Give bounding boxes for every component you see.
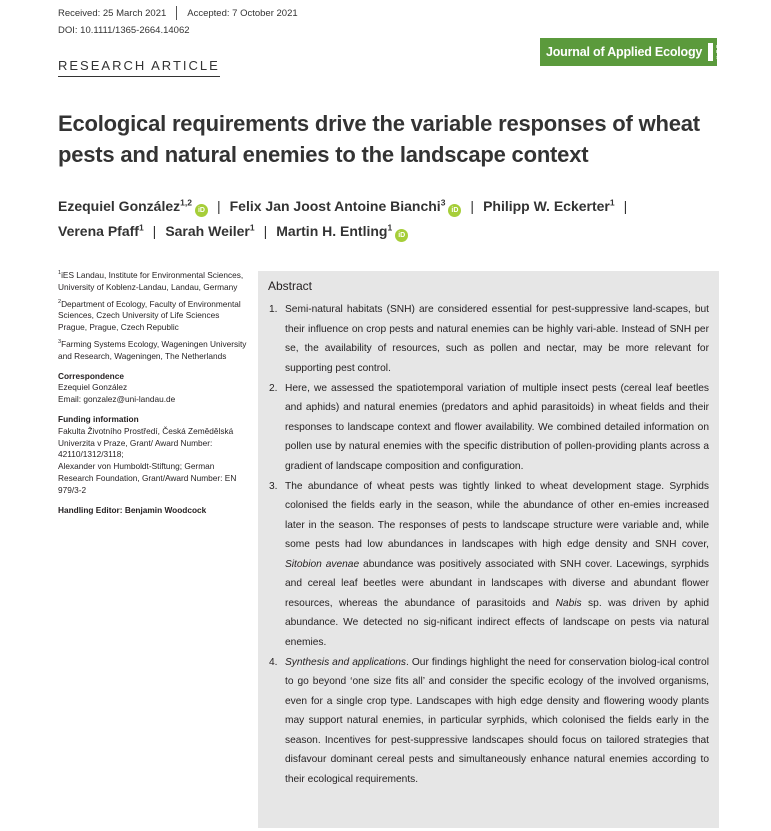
abstract-item: 2. Here, we assessed the spatiotemporal variation of multiple insect pests (cereal leaf beetles and aphids) and natural enemies (predators and aphid parasitoids) in wheat fields and their responses to landscape context and flower availability. We combined detailed information on pollen use by natural enemies with the specific distribution of pollen-providing plants across a gradient of landscape composition and configuration. (269, 382, 709, 472)
correspondence-email[interactable]: Email: gonzalez@uni-landau.de (58, 394, 176, 405)
orcid-icon[interactable]: iD (395, 229, 408, 242)
funding-heading: Funding information (58, 413, 139, 424)
accepted-date: Accepted: 7 October 2021 (187, 7, 298, 19)
date-divider (176, 6, 177, 20)
abstract-item: 4. Synthesis and applications. Our findings highlight the need for conservation biolog-ical control to go beyond ‘one size fits all’ and consider the specific ecology of the involved organisms, even for a single crop type. Landscapes with high edge density and flowering woody plants may support natural enemies, in particular syrphids, which colonised the fields early in the season. Incentives for pest-suppressive landscapes should focus on tailored strategies that disfavour dominant cereal pests and simultaneously enhance natural enemies according to their ecological requirements. (269, 656, 709, 785)
abstract-item: 3. The abundance of wheat pests was tightly linked to wheat development stage. Syrphids colonised the fields early in the season, while the abundance of other en-emies increased later in the season. The responses of pests to landscape structure were variable and, while some pests had low abundances in landscapes with high edge density and SNH cover, Sitobion avenae abundance was positively associated with SNH cover. Lacewings, syrphids and cereal leaf beetles were abundant in landscapes with diverse and abundant flower resources, whereas the abundance of parasitoids and Nabis sp. was driven by aphid abundance. We detected no sig-nificant indirect effects of landscape on pests via natural enemies. (269, 480, 709, 648)
journal-badge[interactable] (540, 38, 747, 66)
author[interactable]: Philipp W. Eckerter$^1$ (483, 197, 615, 214)
author[interactable]: Felix Jan Joost Antoine Bianchi$^3$ (229, 197, 446, 214)
bes-logo-text: BRITISH ECOLOGICAL SOCIETY (716, 43, 747, 60)
doi[interactable]: DOI: 10.1111/1365-2664.14062 (58, 25, 190, 36)
affiliation: $^2$Department of Ecology, Faculty of Environmental Sciences, Czech University of Life Sciences Prague, Prague, Czech Republic (58, 298, 241, 333)
article-sidebar (58, 270, 248, 516)
author-list: Ezequiel González$^{1,2}$iD | Felix Jan Joost Antoine Bianchi$^3$iD | Philipp W. Eckerter$^1$ | Verena Pfaff$^1$ | Sarah Weiler$^1$ | Martin H. Entling$^1$iD (58, 194, 748, 244)
author[interactable]: Ezequiel González$^{1,2}$ (58, 197, 192, 214)
correspondence-heading: Correspondence (58, 370, 124, 381)
article-title: Ecological requirements drive the variable responses of wheat pests and natural enemies to the landscape context (58, 111, 700, 167)
funding-line: Alexander von Humboldt-Stiftung; German Research Foundation, Grant/Award Number: EN 979/3-2 (58, 461, 237, 495)
affiliation: $^1$iES Landau, Institute for Environmental Sciences, University of Koblenz-Landau, Landau, Germany (58, 270, 244, 292)
article-type: RESEARCH ARTICLE (58, 58, 220, 77)
abstract-box (258, 271, 719, 828)
abstract-item: 1. Semi-natural habitats (SNH) are considered essential for pest-suppressive land-scapes, but their influence on crop pests and natural enemies can be highly vari-able. Instead of SNH per se, the availability of resources, such as pollen and nectar, may be more relevant for supporting pest control. (269, 304, 709, 374)
bes-logo (708, 43, 746, 61)
funding-line: Fakulta Životního Prostředí, Česká Zemědělská Univerzita v Praze, Grant/ Award Number: 42110/1312/3118; (58, 425, 234, 460)
received-date: Received: 25 March 2021 (58, 7, 167, 19)
handling-editor: Handling Editor: Benjamin Woodcock (58, 504, 207, 515)
abstract-list (268, 300, 709, 789)
correspondence-name: Ezequiel González (58, 382, 128, 393)
affiliation: $^3$Farming Systems Ecology, Wageningen University and Research, Wageningen, The Netherlands (58, 338, 247, 361)
orcid-icon[interactable]: iD (448, 204, 461, 217)
author[interactable]: Sarah Weiler$^1$ (165, 222, 255, 239)
author[interactable]: Martin H. Entling$^1$ (276, 222, 393, 239)
bes-logo-icon (708, 43, 713, 61)
orcid-icon[interactable]: iD (195, 204, 208, 217)
abstract-heading: Abstract (268, 279, 313, 293)
journal-name: Journal of Applied Ecology (546, 45, 703, 59)
author[interactable]: Verena Pfaff$^1$ (58, 222, 144, 239)
publication-dates (58, 6, 298, 20)
